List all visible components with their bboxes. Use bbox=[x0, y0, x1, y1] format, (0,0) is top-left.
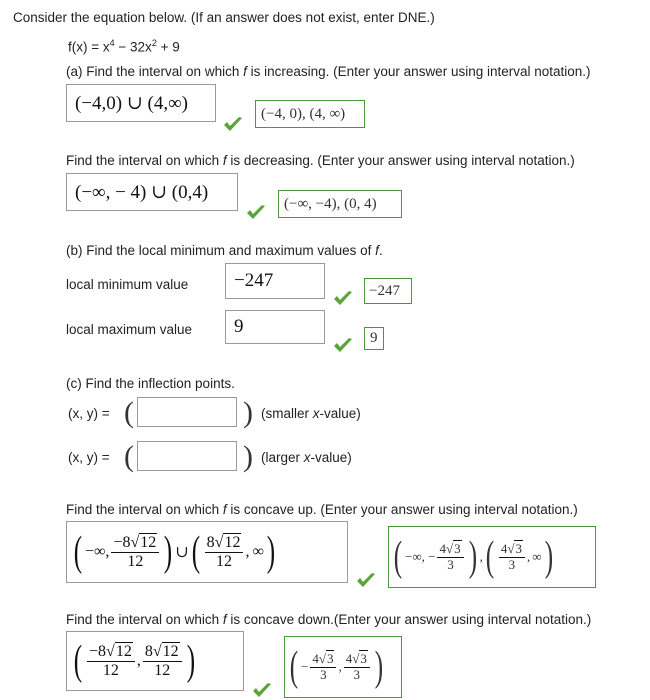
cd-key-f2-den: 3 bbox=[353, 666, 361, 682]
cu-key-f2-num-prefix: 4 bbox=[500, 541, 508, 557]
concave-down-check-icon bbox=[252, 682, 272, 698]
cu-key-f1-rad: 3 bbox=[454, 541, 461, 557]
cd-f2-den: 12 bbox=[154, 661, 171, 679]
function-exp2: 2 bbox=[151, 38, 157, 48]
cu-ans-union: ∪ bbox=[175, 544, 189, 561]
cu-key-open-paren-2: ( bbox=[485, 534, 495, 580]
local-max-correct-answer: 9 bbox=[364, 327, 384, 350]
cu-key-open-paren-1: ( bbox=[393, 534, 403, 580]
cd-key-minus: − bbox=[301, 659, 309, 674]
cu-f1-num-prefix: −8 bbox=[113, 533, 131, 551]
inflection-larger-input[interactable] bbox=[137, 441, 237, 471]
cd-key-comma: , bbox=[338, 659, 342, 674]
part-b-question bbox=[66, 243, 383, 258]
cu-key-close-paren-1: ) bbox=[468, 534, 477, 580]
part-a-q-var: f bbox=[243, 64, 247, 79]
cd-f2-num-prefix: 8 bbox=[144, 642, 153, 660]
cd-ans-frac1: $\frac{-8√12}{12}$ bbox=[87, 643, 135, 679]
concave-up-q-var: f bbox=[222, 502, 227, 517]
inflection-larger-close-paren: ) bbox=[243, 440, 253, 473]
decreasing-question bbox=[66, 153, 575, 168]
cu-key-right: ∞ bbox=[532, 549, 542, 564]
smaller-hint-var: x bbox=[312, 406, 320, 421]
cd-key-f1-num-prefix: 4 bbox=[312, 651, 319, 667]
cu-key-sep-2: , bbox=[526, 549, 531, 564]
cd-key-close-paren: ) bbox=[374, 644, 384, 690]
local-min-label: local minimum value bbox=[66, 277, 189, 292]
cd-key-frac2: $\frac{4√3}{3}$ bbox=[344, 652, 370, 682]
cu-key-f1-num-prefix: 4 bbox=[439, 541, 446, 557]
decreasing-q-prefix: Find the interval on which bbox=[66, 153, 223, 168]
concave-down-q-var: f bbox=[222, 612, 227, 627]
concave-up-answer-field[interactable] bbox=[66, 521, 348, 583]
function-definition bbox=[68, 38, 180, 55]
cd-ans-comma: , bbox=[136, 652, 141, 669]
function-lhs: f(x) = x bbox=[68, 39, 110, 55]
concave-down-answer-field[interactable] bbox=[66, 631, 244, 691]
cu-ans-right: ∞ bbox=[252, 543, 264, 560]
cd-f2-rad: 12 bbox=[162, 642, 179, 660]
larger-hint-var: x bbox=[303, 450, 311, 465]
part-b-q-prefix: (b) Find the local minimum and maximum values of bbox=[66, 243, 376, 258]
decreasing-check-icon bbox=[246, 204, 266, 220]
cu-close-paren-2: ) bbox=[266, 529, 276, 575]
cu-ans-frac1: $\frac{-8√12}{12}$ bbox=[111, 534, 159, 570]
function-rhs: + 9 bbox=[156, 39, 180, 55]
cu-open-paren-1: ( bbox=[73, 529, 83, 575]
cu-key-f2-rad: 3 bbox=[515, 541, 522, 557]
cd-key-f1-den: 3 bbox=[320, 666, 327, 682]
local-min-check-icon bbox=[333, 290, 353, 306]
inflection-larger-open-paren: ( bbox=[124, 440, 134, 473]
cd-key-f1-rad: 3 bbox=[326, 651, 334, 667]
cu-f1-rad: 12 bbox=[140, 533, 157, 551]
part-c-question: (c) Find the inflection points. bbox=[66, 376, 235, 391]
cu-key-left: −∞, − bbox=[405, 549, 436, 564]
inflection-smaller-input[interactable] bbox=[137, 397, 237, 427]
concave-down-correct-answer bbox=[284, 636, 402, 698]
cu-close-paren-1: ) bbox=[164, 529, 173, 575]
cd-f1-num-prefix: −8 bbox=[89, 642, 107, 660]
cu-key-f1-den: 3 bbox=[447, 556, 454, 572]
larger-hint-suffix: -value) bbox=[310, 450, 352, 465]
cu-ans-frac2: $\frac{8√12}{12}$ bbox=[205, 534, 244, 570]
cu-key-sep: , bbox=[479, 549, 483, 564]
cd-open-paren: ( bbox=[73, 638, 83, 684]
increasing-answer-field[interactable]: (−4,0) ∪ (4,∞) bbox=[66, 84, 216, 122]
inflection-smaller-open-paren: ( bbox=[124, 396, 134, 429]
cu-f2-num-prefix: 8 bbox=[206, 533, 215, 551]
increasing-check-icon bbox=[223, 116, 243, 132]
decreasing-answer-field[interactable]: (−∞, − 4) ∪ (0,4) bbox=[66, 173, 238, 211]
local-max-check-icon bbox=[333, 337, 353, 353]
part-a-q-prefix: (a) Find the interval on which bbox=[66, 64, 244, 79]
part-a-q-suffix: is increasing. (Enter your answer using interval notation.) bbox=[246, 64, 591, 79]
cd-key-f2-num-prefix: 4 bbox=[345, 651, 353, 667]
local-min-answer-field[interactable]: −247 bbox=[225, 263, 325, 299]
part-b-q-var: f bbox=[375, 243, 379, 258]
inflection-smaller-hint bbox=[261, 406, 361, 421]
inflection-larger-label: (x, y) = bbox=[68, 450, 110, 465]
cd-close-paren: ) bbox=[186, 638, 195, 684]
smaller-hint-prefix: (smaller bbox=[261, 406, 313, 421]
part-a-question bbox=[66, 64, 591, 79]
cd-key-open-paren: ( bbox=[289, 644, 299, 690]
cu-f2-rad: 12 bbox=[224, 533, 241, 551]
concave-up-q-prefix: Find the interval on which bbox=[66, 502, 223, 517]
cu-key-frac2: $\frac{4√3}{3}$ bbox=[499, 542, 525, 572]
larger-hint-prefix: (larger bbox=[261, 450, 304, 465]
intro-text: Consider the equation below. (If an answer does not exist, enter DNE.) bbox=[13, 10, 435, 25]
concave-up-check-icon bbox=[356, 572, 376, 588]
local-max-answer-field[interactable]: 9 bbox=[225, 310, 325, 344]
cu-ans-left: −∞, bbox=[85, 543, 110, 560]
part-b-q-suffix: . bbox=[378, 243, 383, 258]
cd-f1-den: 12 bbox=[102, 661, 119, 679]
cu-ans-comma: , bbox=[245, 543, 250, 560]
local-min-correct-answer: −247 bbox=[364, 278, 412, 304]
function-mid: − 32x bbox=[114, 39, 152, 55]
cu-key-frac1: $\frac{4√3}{3}$ bbox=[437, 542, 463, 572]
inflection-larger-hint bbox=[261, 450, 352, 465]
concave-up-q-suffix: is concave up. (Enter your answer using interval notation.) bbox=[226, 502, 578, 517]
cu-open-paren-2: ( bbox=[191, 529, 200, 575]
concave-down-q-prefix: Find the interval on which bbox=[66, 612, 223, 627]
cu-key-f2-den: 3 bbox=[508, 556, 516, 572]
concave-down-question bbox=[66, 612, 591, 627]
function-exp1: 4 bbox=[109, 38, 115, 48]
cd-key-f2-rad: 3 bbox=[360, 651, 367, 667]
cd-ans-frac2: $\frac{8√12}{12}$ bbox=[143, 643, 182, 679]
cu-key-close-paren-2: ) bbox=[544, 534, 553, 580]
local-max-label: local maximum value bbox=[66, 322, 193, 337]
inflection-smaller-label: (x, y) = bbox=[68, 406, 110, 421]
cd-f1-rad: 12 bbox=[115, 642, 132, 660]
inflection-smaller-close-paren: ) bbox=[243, 396, 253, 429]
decreasing-correct-answer: (−∞, −4), (0, 4) bbox=[278, 190, 402, 218]
increasing-correct-answer: (−4, 0), (4, ∞) bbox=[255, 100, 365, 128]
concave-up-correct-answer bbox=[388, 526, 596, 588]
decreasing-q-var: f bbox=[222, 153, 227, 168]
decreasing-q-suffix: is decreasing. (Enter your answer using interval notation.) bbox=[226, 153, 575, 168]
cu-f2-den: 12 bbox=[216, 552, 233, 570]
concave-down-q-suffix: is concave down.(Enter your answer using interval notation.) bbox=[226, 612, 592, 627]
smaller-hint-suffix: -value) bbox=[319, 406, 361, 421]
cu-f1-den: 12 bbox=[127, 552, 144, 570]
concave-up-question bbox=[66, 502, 578, 517]
cd-key-frac1: $\frac{4√3}{3}$ bbox=[310, 652, 336, 682]
